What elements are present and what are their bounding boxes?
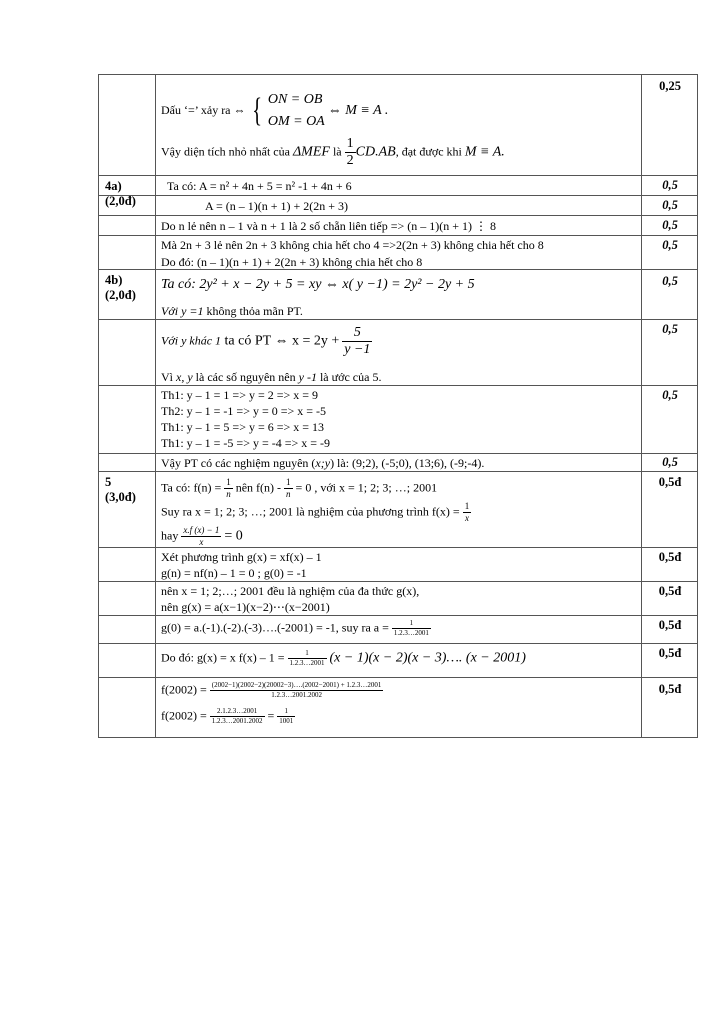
row-5-3 bbox=[98, 582, 698, 616]
row-4b-conclusion bbox=[98, 454, 698, 472]
equation-line: Ta có: 2y² + x − 2y + 5 = xy ⇔ x( y −1) = 2y² − 2y + 5 bbox=[161, 277, 475, 292]
row-5-2 bbox=[98, 548, 698, 582]
score: 0,5 bbox=[662, 238, 678, 252]
solution-line: nên g(x) = a(x−1)(x−2)⋯(x−2001) bbox=[161, 600, 330, 614]
row-4b-2 bbox=[98, 320, 698, 386]
min-area-line: Vậy diện tích nhỏ nhất của ΔMEF là $\frac{1}{2}$ CD.AB, đạt được khi M ≡ A. bbox=[161, 136, 505, 168]
row-5-1 bbox=[98, 472, 698, 548]
row-5-5 bbox=[98, 644, 698, 678]
a-value-line: g(0) = a.(-1).(-2).(-3)….(-2001) = -1, suy ra a = $\frac{1}{1.2.3\dots 2001}$ bbox=[161, 619, 429, 637]
case-line: Th1: y – 1 = 1 => y = 2 => x = 9 bbox=[161, 388, 319, 402]
equality-line: Dấu ‘=’ xảy ra ⇔ { ON = OB OM = OA ⇔ M ≡ A . bbox=[161, 89, 388, 133]
hay-line: hay $\frac{x.f (x) - 1}{x}$ = 0 bbox=[161, 525, 243, 547]
case-bottom: OM = OA bbox=[267, 114, 325, 129]
score: 0,5 bbox=[662, 455, 678, 469]
score: 0,5 bbox=[662, 198, 678, 212]
section-label: 5 (3,0đ) bbox=[105, 475, 136, 504]
solution-line: Ta có: A = n² + 4n + 5 = n² -1 + 4n + 6 bbox=[167, 179, 352, 193]
score: 0,5đ bbox=[658, 550, 682, 564]
case-line: Th2: y – 1 = -1 => y = 0 => x = -5 bbox=[161, 404, 327, 418]
score: 0,5đ bbox=[658, 646, 682, 660]
score: 0,5đ bbox=[658, 475, 682, 489]
solution-line: Do n lẻ nên n – 1 và n + 1 là 2 số chẵn liên tiếp => (n – 1)(n + 1) ⋮ 8 bbox=[161, 219, 497, 233]
score: 0,5 bbox=[662, 322, 678, 336]
roots-line: Suy ra x = 1; 2; 3; …; 2001 là nghiệm của phương trình f(x) = $\frac{1}{x}$ bbox=[161, 501, 470, 523]
row-4b-cases bbox=[98, 386, 698, 454]
score: 0,5 bbox=[662, 274, 678, 288]
solution-line: A = (n – 1)(n + 1) + 2(2n + 3) bbox=[205, 199, 349, 213]
score: 0,5 bbox=[662, 178, 678, 192]
solution-line: g(n) = nf(n) – 1 = 0 ; g(0) = -1 bbox=[161, 566, 307, 580]
g-of-x-line: Do đó: g(x) = x f(x) – 1 = $\frac{1}{1.2.3\dots 2001}$ (x − 1)(x − 2)(x − 3)…. (x − 2001) bbox=[161, 649, 526, 667]
section-label: 4b) (2,0đ) bbox=[105, 273, 136, 302]
score: 0,25 bbox=[659, 79, 681, 93]
solution-line: Mà 2n + 3 lẻ nên 2n + 3 không chia hết cho 4 =>2(2n + 3) không chia hết cho 8 bbox=[161, 238, 544, 252]
case-line: Th1: y – 1 = 5 => y = 6 => x = 13 bbox=[161, 420, 325, 434]
section-label: 4a) (2,0đ) bbox=[105, 179, 136, 208]
y-not-1-line: Với y khác 1 ta có PT ⇔ x = 2y + $\frac{5}{y -1}$ bbox=[161, 325, 371, 357]
conclusion-line: Vậy PT có các nghiệm nguyên (x;y) là: (9;2), (-5;0), (13;6), (-9;-4). bbox=[161, 456, 485, 470]
divisor-line: Vì x, y là các số nguyên nên y -1 là ước của 5. bbox=[161, 370, 382, 384]
f2002-line-2: f(2002) = $\frac{2.1.2.3\dots 2001}{1.2.3\dots 2001.2002}$ = $\frac{1}{1001}$ bbox=[161, 707, 294, 725]
y-equals-1-line: Với y =1 không thỏa mãn PT. bbox=[161, 304, 303, 318]
score: 0,5 bbox=[662, 388, 678, 402]
f-of-n-line: Ta có: f(n) = $\frac{1}{n}$ nên f(n) - $\frac{1}{n}$ = 0 , với x = 1; 2; 3; …; 2001 bbox=[161, 477, 438, 499]
solution-line: Xét phương trình g(x) = xf(x) – 1 bbox=[161, 550, 322, 564]
case-top: ON = OB bbox=[267, 92, 323, 107]
f2002-line-1: f(2002) = $\frac{(2002-1)(2002-2)(20002-3)\dots.(2002-2001) + 1.2.3\dots 2001}{1.2.3\dots 2001.2002}$ bbox=[161, 681, 382, 699]
case-line: Th1: y – 1 = -5 => y = -4 => x = -9 bbox=[161, 436, 331, 450]
row-4a-3 bbox=[98, 216, 698, 236]
solution-line: Do đó: (n – 1)(n + 1) + 2(2n + 3) không chia hết cho 8 bbox=[161, 255, 423, 269]
row-equality-condition bbox=[98, 74, 698, 176]
score: 0,5đ bbox=[658, 584, 682, 598]
row-4b-1 bbox=[98, 270, 698, 320]
row-4a-4 bbox=[98, 236, 698, 270]
score: 0,5đ bbox=[658, 618, 682, 632]
score: 0,5đ bbox=[658, 682, 682, 696]
score: 0,5 bbox=[662, 218, 678, 232]
row-5-6 bbox=[98, 678, 698, 738]
row-5-4 bbox=[98, 616, 698, 644]
solution-line: nên x = 1; 2;…; 2001 đều là nghiệm của đa thức g(x), bbox=[161, 584, 420, 598]
row-4a-2 bbox=[98, 196, 698, 216]
